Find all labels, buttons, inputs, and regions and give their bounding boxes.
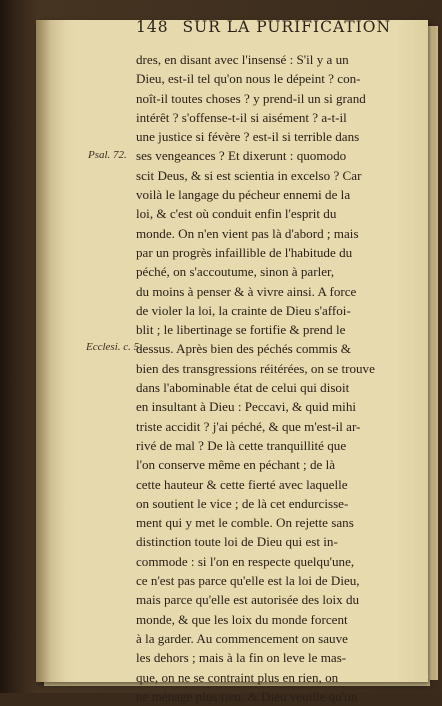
running-title: SUR LA PURIFICATION bbox=[182, 18, 392, 36]
text-line-content: en insultant à Dieu : Peccavi, & quid mihi bbox=[136, 399, 357, 415]
text-line bbox=[136, 127, 404, 146]
text-line-content: dres, en disant avec l'insensé : S'il y a un bbox=[136, 52, 349, 67]
text-line-content: ses vengeances ? Et dixerunt : quomodo bbox=[136, 148, 347, 164]
text-line-content: ne ménage plus rien, & Dieu veuille qu'on bbox=[136, 688, 358, 704]
text-line bbox=[136, 513, 404, 532]
text-line-content: monde. On n'en vient pas là d'abord ; mais bbox=[136, 225, 359, 241]
text-line-content: bien des transgressions réitérées, on se trouve bbox=[136, 360, 375, 376]
text-line bbox=[136, 50, 404, 69]
text-line bbox=[136, 339, 404, 358]
text-line-content: mais parce qu'elle est autorisée des loix du bbox=[136, 592, 360, 608]
text-line-content: distinction toute loi de Dieu qui est in- bbox=[136, 534, 338, 550]
text-line-content: commode : si l'on en respecte quelqu'une, bbox=[136, 553, 355, 569]
text-line-content: Dieu, est-il tel qu'on nous le dépeint ? con- bbox=[136, 71, 361, 87]
text-line bbox=[136, 629, 404, 648]
text-line-content: dans l'abominable état de celui qui disoit bbox=[136, 380, 350, 396]
margin-note-psalm: Psal. 72. bbox=[88, 149, 127, 161]
text-line-content: rivé de mal ? De là cette tranquillité que bbox=[136, 437, 347, 453]
text-line bbox=[136, 262, 404, 281]
text-line-content: blit ; le libertinage se fortifie & prend le bbox=[136, 322, 346, 338]
page-gutter bbox=[36, 20, 66, 682]
text-line-content: ment qui y met le comble. On rejette sans bbox=[136, 515, 354, 531]
text-line bbox=[136, 89, 404, 108]
text-line-content: on soutient le vice ; de là cet endurcisse- bbox=[136, 495, 349, 511]
text-line bbox=[136, 243, 404, 262]
text-line bbox=[136, 436, 404, 455]
text-line-content: de violer la loi, la crainte de Dieu s'affoi- bbox=[136, 302, 351, 318]
text-line-content: du moins à penser & à vivre ainsi. A force bbox=[136, 283, 357, 299]
text-line bbox=[136, 494, 404, 513]
text-line-content: ce n'est pas parce qu'elle est la loi de Dieu, bbox=[136, 573, 360, 589]
text-line bbox=[136, 687, 404, 706]
text-line-content: une justice si févère ? est-il si terrible dans bbox=[136, 129, 360, 145]
text-line-content: loi, & c'est où conduit enfin l'esprit du bbox=[136, 206, 337, 222]
text-line bbox=[136, 146, 404, 165]
text-line bbox=[136, 320, 404, 339]
text-line-content: à la garder. Au commencement on sauve bbox=[136, 630, 348, 646]
text-line bbox=[136, 417, 404, 436]
text-line-content: péché, on s'accoutume, sinon à parler, bbox=[136, 264, 335, 280]
page-number: 148 bbox=[136, 18, 169, 36]
text-line bbox=[136, 378, 404, 397]
text-line-content: voilà le langage du pécheur ennemi de la bbox=[136, 187, 351, 203]
text-line bbox=[136, 571, 404, 590]
text-line-content: scit Deus, & si est scientia in excelso ? Car bbox=[136, 167, 362, 183]
text-line bbox=[136, 108, 404, 127]
text-line bbox=[136, 552, 404, 571]
text-line-content: dessus. Après bien des péchés commis & bbox=[136, 341, 351, 357]
text-line-content: l'on conserve même en péchant ; de là bbox=[136, 457, 336, 473]
text-line bbox=[136, 282, 404, 301]
text-line-content: que, on ne se contraint plus en rien, on bbox=[136, 669, 339, 685]
text-line-content: triste accidit ? j'ai péché, & que m'est-il ar- bbox=[136, 418, 361, 434]
text-line bbox=[136, 224, 404, 243]
text-line bbox=[136, 166, 404, 185]
text-line bbox=[136, 532, 404, 551]
text-line bbox=[136, 301, 404, 320]
text-line bbox=[136, 69, 404, 88]
text-line bbox=[136, 610, 404, 629]
text-line bbox=[136, 668, 404, 687]
text-line bbox=[136, 590, 404, 609]
text-line bbox=[136, 359, 404, 378]
text-line bbox=[136, 475, 404, 494]
text-line bbox=[136, 204, 404, 223]
text-line bbox=[136, 185, 404, 204]
text-line bbox=[136, 648, 404, 667]
text-line-content: noît-il toutes choses ? y prend-il un si grand bbox=[136, 90, 366, 106]
text-line bbox=[136, 397, 404, 416]
running-header bbox=[136, 18, 406, 42]
text-line-content: monde, & que les loix du monde forcent bbox=[136, 611, 348, 627]
body-text bbox=[136, 50, 404, 706]
text-line-content: intérêt ? s'offense-t-il si aisément ? a-t-il bbox=[136, 109, 347, 125]
text-line-content: cette hauteur & cette fierté avec laquelle bbox=[136, 476, 348, 492]
text-line-content: par un progrès infaillible de l'habitude du bbox=[136, 244, 353, 260]
text-line-content: les dehors ; mais à la fin on leve le mas- bbox=[136, 650, 347, 666]
margin-note-ecclesiastes: Ecclesi. c. 5. bbox=[86, 341, 142, 353]
text-line bbox=[136, 455, 404, 474]
